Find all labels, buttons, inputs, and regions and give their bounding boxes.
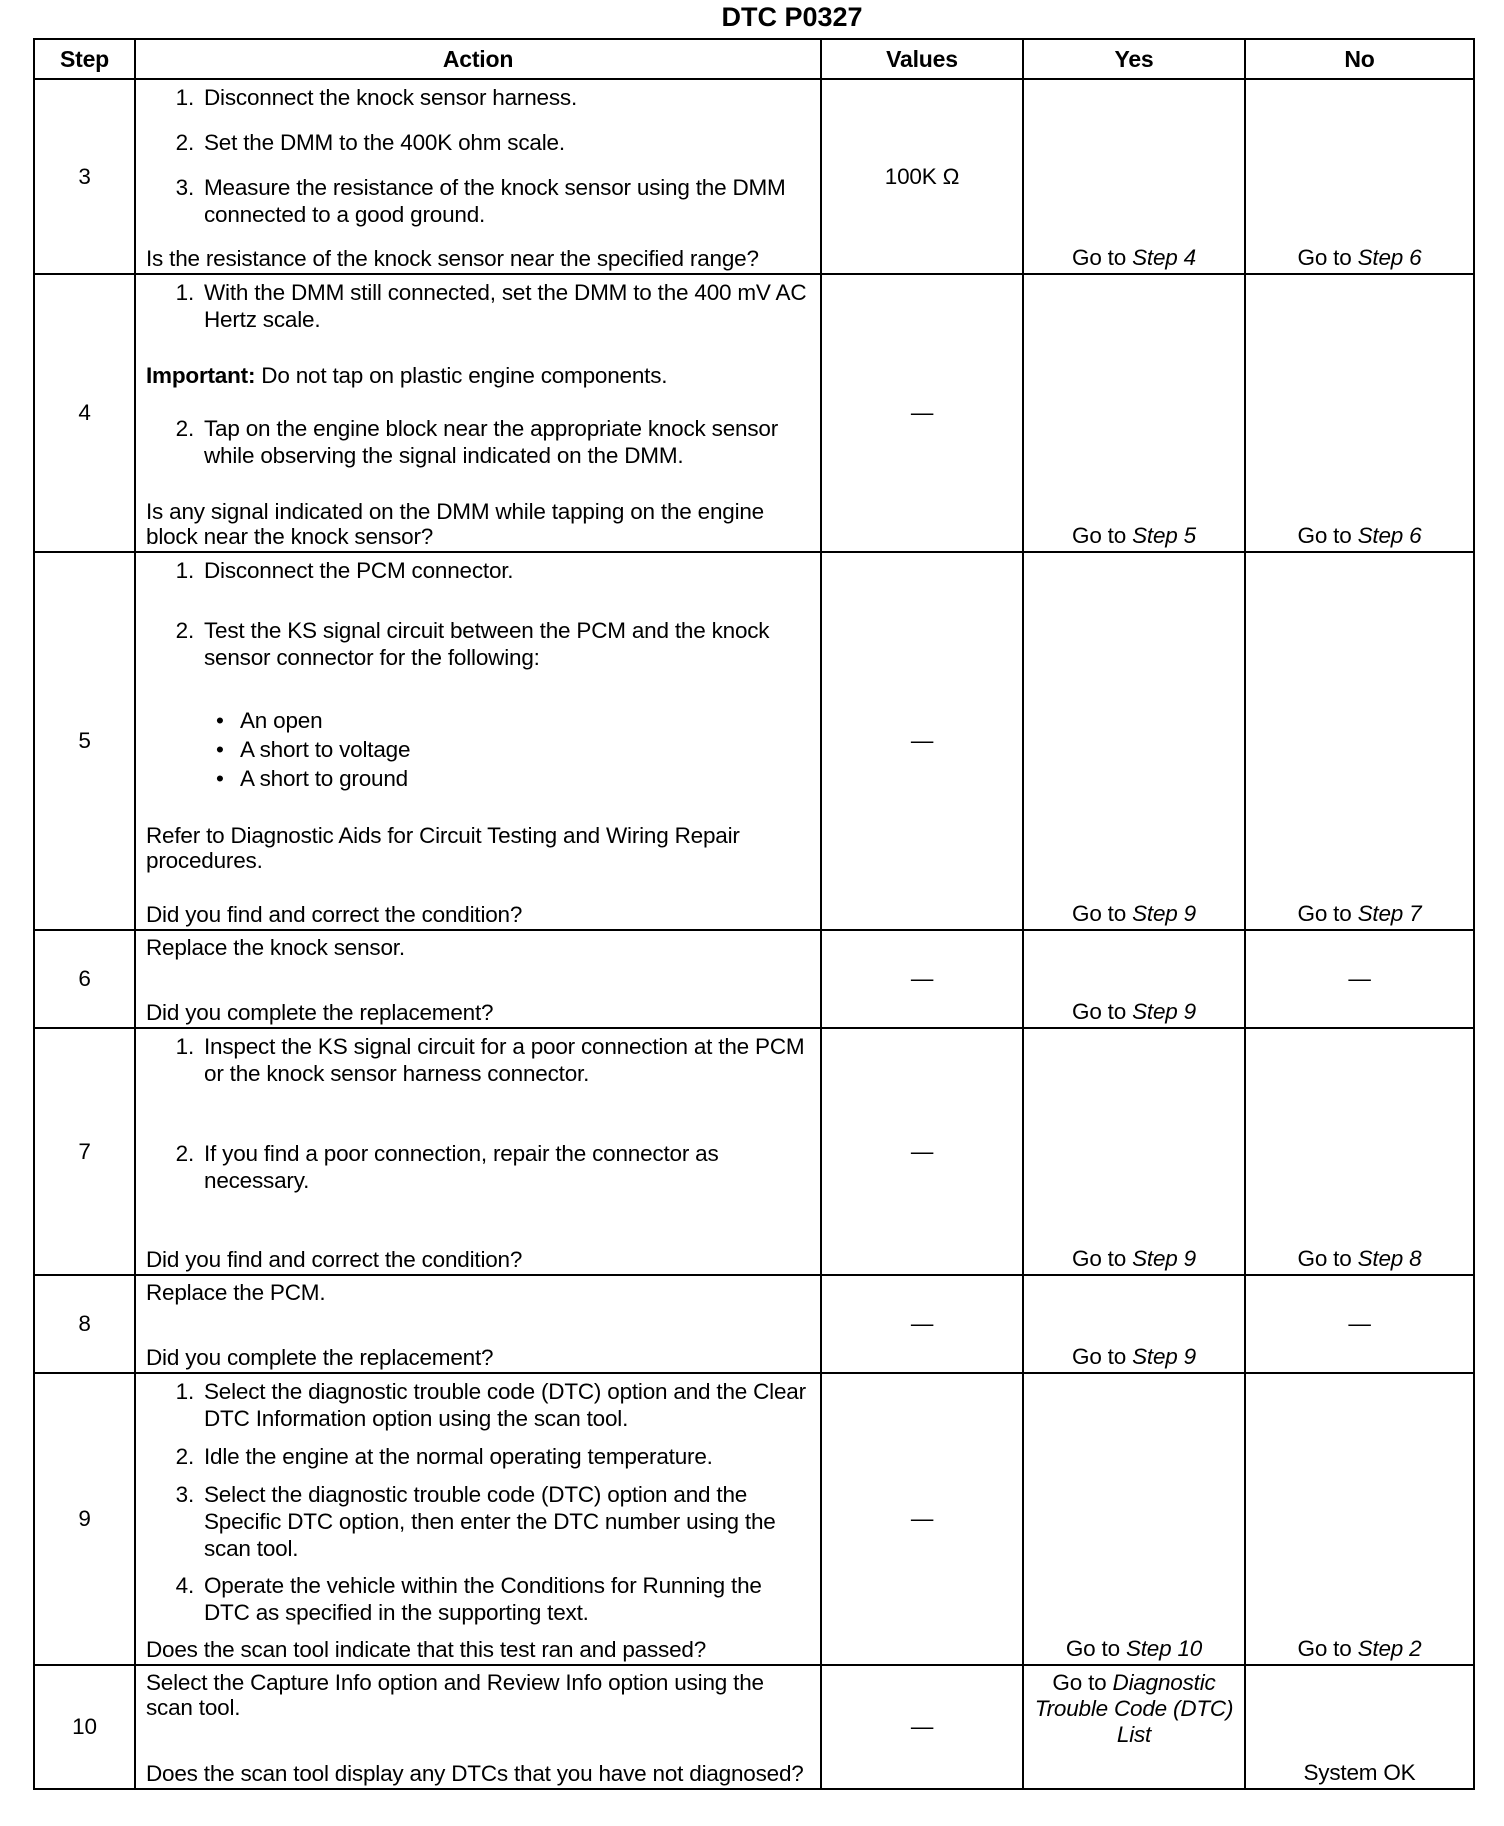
no-result: System OK (1303, 1760, 1416, 1785)
list-item (146, 1033, 812, 1087)
goto-prefix: Go to (1297, 1246, 1358, 1271)
important-text: Do not tap on plastic engine components. (255, 363, 668, 389)
goto-step[interactable]: Step 10 (1125, 1636, 1203, 1661)
yes-goto-link[interactable] (1024, 1636, 1244, 1662)
no-dash: — (1348, 1311, 1371, 1336)
bullet-item (216, 765, 812, 792)
goto-step[interactable]: Step 9 (1132, 999, 1196, 1024)
action-text: Replace the PCM. (146, 1280, 326, 1305)
yes-goto-link[interactable] (1024, 1666, 1244, 1748)
action-text: Refer to Diagnostic Aids for Circuit Testing and Wiring Repair procedures. (146, 822, 740, 873)
list-number: 3. (175, 1481, 194, 1507)
yes-goto-link[interactable] (1024, 523, 1244, 549)
no-cell (1245, 1028, 1474, 1275)
action-cell (135, 1665, 821, 1789)
table-row (34, 274, 1474, 552)
action-cell (135, 1373, 821, 1665)
bullet-icon: • (216, 765, 224, 791)
action-text: Is the resistance of the knock sensor near the specified range? (146, 246, 759, 271)
goto-prefix: Go to (1072, 1246, 1133, 1271)
list-item (146, 279, 812, 333)
action-cell (135, 1275, 821, 1373)
goto-prefix: Go to (1072, 1344, 1133, 1369)
list-item (146, 1378, 812, 1432)
action-cell (135, 552, 821, 930)
action-content (146, 557, 812, 927)
action-text: Is any signal indicated on the DMM while tapping on the engine block near the knock sensor? (146, 498, 764, 549)
table-row (34, 1665, 1474, 1789)
list-text: Select the diagnostic trouble code (DTC) option and the Clear DTC Information option using the scan tool. (204, 1379, 806, 1431)
list-number: 1. (175, 1379, 194, 1404)
goto-step[interactable]: Step 2 (1357, 1636, 1422, 1661)
action-cell (135, 1028, 821, 1275)
table-row (34, 79, 1474, 274)
list-item (146, 1572, 812, 1626)
yes-cell (1023, 1665, 1245, 1789)
list-text: Set the DMM to the 400K ohm scale. (204, 130, 565, 155)
yes-goto-link[interactable] (1024, 901, 1244, 927)
action-content (146, 1378, 812, 1662)
yes-cell (1023, 1373, 1245, 1665)
no-goto-link[interactable] (1246, 1246, 1473, 1272)
no-goto-link[interactable] (1246, 245, 1473, 271)
no-goto-link[interactable] (1246, 1636, 1473, 1662)
goto-step[interactable]: Step 7 (1357, 901, 1422, 926)
yes-cell (1023, 552, 1245, 930)
yes-cell (1023, 1028, 1245, 1275)
goto-step[interactable]: Step 9 (1132, 901, 1196, 926)
list-item (146, 557, 812, 584)
goto-prefix: Go to (1297, 245, 1358, 270)
list-number: 1. (175, 85, 194, 110)
important-note (146, 363, 812, 388)
yes-goto-link[interactable] (1024, 245, 1244, 271)
action-text: Did you complete the replacement? (146, 1000, 494, 1025)
yes-goto-link[interactable] (1024, 999, 1244, 1025)
bullet-text: An open (240, 707, 323, 733)
step-number: 6 (34, 930, 135, 1028)
list-item (146, 1443, 812, 1470)
value-cell: — (821, 1665, 1023, 1789)
no-cell (1245, 552, 1474, 930)
list-item (146, 1140, 812, 1194)
goto-step[interactable]: Step 5 (1132, 523, 1196, 548)
goto-prefix: Go to (1297, 901, 1358, 926)
bullet-icon: • (216, 707, 224, 733)
bullet-icon: • (216, 736, 224, 762)
list-number: 2. (175, 130, 194, 155)
action-content (146, 279, 812, 549)
action-cell (135, 274, 821, 552)
goto-prefix: Go to (1065, 1636, 1126, 1661)
table-row (34, 1275, 1474, 1373)
value-cell: — (821, 1028, 1023, 1275)
no-cell (1245, 79, 1474, 274)
goto-step[interactable]: Diagnostic Trouble Code (DTC) List (1034, 1670, 1234, 1747)
list-number: 2. (175, 1443, 194, 1469)
list-number: 1. (175, 558, 194, 583)
list-text: Idle the engine at the normal operating temperature. (204, 1443, 713, 1469)
page-title: DTC P0327 (721, 2, 863, 32)
list-number: 4. (175, 1573, 194, 1599)
no-cell (1245, 930, 1474, 1028)
yes-goto-link[interactable] (1024, 1246, 1244, 1272)
list-item (146, 174, 812, 228)
goto-prefix: Go to (1297, 1636, 1358, 1661)
no-cell (1245, 274, 1474, 552)
bullet-text: A short to voltage (240, 736, 411, 762)
table-row (34, 552, 1474, 930)
list-text: Tap on the engine block near the appropriate knock sensor while observing the signal indicated on the DMM. (204, 415, 778, 468)
step-number: 5 (34, 552, 135, 930)
action-text: Did you find and correct the condition? (146, 902, 523, 927)
goto-step[interactable]: Step 6 (1357, 245, 1422, 270)
action-content (146, 1670, 812, 1786)
list-item (146, 617, 812, 671)
action-cell (135, 930, 821, 1028)
action-cell (135, 79, 821, 274)
table-row (34, 930, 1474, 1028)
no-goto-link[interactable] (1246, 901, 1473, 927)
table-row (34, 1373, 1474, 1665)
no-cell (1245, 1373, 1474, 1665)
list-text: Measure the resistance of the knock sensor using the DMM connected to a good ground. (204, 175, 786, 227)
bullet-text: A short to ground (240, 765, 408, 791)
list-text: Test the KS signal circuit between the PCM and the knock sensor connector for the following: (204, 618, 770, 671)
action-text: Does the scan tool display any DTCs that you have not diagnosed? (146, 1761, 804, 1786)
list-item (146, 415, 812, 469)
goto-prefix: Go to (1297, 523, 1358, 548)
action-content (146, 1033, 812, 1272)
step-number: 4 (34, 274, 135, 552)
value-cell: — (821, 1373, 1023, 1665)
list-text: Disconnect the PCM connector. (204, 558, 514, 583)
list-number: 2. (175, 618, 194, 644)
value-cell: — (821, 552, 1023, 930)
header-action: Action (135, 39, 821, 79)
no-dash: — (1348, 966, 1371, 991)
action-content (146, 1280, 812, 1370)
goto-step[interactable]: Step 8 (1357, 1246, 1422, 1271)
header-yes: Yes (1023, 39, 1245, 79)
no-goto-link[interactable] (1246, 523, 1473, 549)
goto-prefix: Go to (1052, 1670, 1113, 1695)
action-content (146, 84, 812, 271)
list-text: With the DMM still connected, set the DMM to the 400 mV AC Hertz scale. (204, 280, 807, 332)
step-number: 3 (34, 79, 135, 274)
yes-cell (1023, 79, 1245, 274)
list-number: 2. (175, 415, 194, 441)
list-text: Select the diagnostic trouble code (DTC) option and the Specific DTC option, then enter the DTC number using the scan tool. (204, 1481, 776, 1561)
goto-prefix: Go to (1072, 901, 1133, 926)
goto-prefix: Go to (1072, 245, 1133, 270)
goto-step[interactable]: Step 6 (1357, 523, 1422, 548)
list-item (146, 129, 812, 156)
step-number: 8 (34, 1275, 135, 1373)
action-content (146, 935, 812, 1025)
yes-cell (1023, 1275, 1245, 1373)
list-number: 1. (175, 280, 194, 305)
list-item (146, 84, 812, 111)
goto-prefix: Go to (1072, 523, 1133, 548)
list-item (146, 1481, 812, 1562)
important-label: Important: (146, 363, 256, 389)
header-step: Step (34, 39, 135, 79)
action-text: Replace the knock sensor. (146, 935, 405, 960)
step-number: 10 (34, 1665, 135, 1789)
bullet-list (146, 705, 812, 794)
list-number: 2. (175, 1141, 194, 1166)
action-text: Does the scan tool indicate that this test ran and passed? (146, 1637, 707, 1662)
step-number: 7 (34, 1028, 135, 1275)
goto-prefix: Go to (1072, 999, 1133, 1024)
yes-cell (1023, 274, 1245, 552)
bullet-item (216, 707, 812, 734)
bullet-item (216, 736, 812, 763)
value-cell: 100K Ω (821, 79, 1023, 274)
header-row (34, 39, 1474, 79)
list-number: 1. (175, 1034, 194, 1059)
diagnostic-table (33, 38, 1475, 1790)
action-text: Select the Capture Info option and Review Info option using the scan tool. (146, 1670, 764, 1720)
table-row (34, 1028, 1474, 1275)
no-cell (1245, 1275, 1474, 1373)
value-cell: — (821, 930, 1023, 1028)
goto-step[interactable]: Step 4 (1132, 245, 1196, 270)
goto-step[interactable]: Step 9 (1132, 1344, 1196, 1369)
step-number: 9 (34, 1373, 135, 1665)
value-cell: — (821, 274, 1023, 552)
value-cell: — (821, 1275, 1023, 1373)
list-text: Inspect the KS signal circuit for a poor connection at the PCM or the knock sensor harness connector. (204, 1034, 805, 1086)
list-text: If you find a poor connection, repair the connector as necessary. (204, 1141, 719, 1193)
list-number: 3. (175, 175, 194, 200)
list-text: Operate the vehicle within the Conditions for Running the DTC as specified in the supporting text. (204, 1573, 762, 1626)
list-text: Disconnect the knock sensor harness. (204, 85, 577, 110)
action-text: Did you complete the replacement? (146, 1345, 494, 1370)
action-text: Did you find and correct the condition? (146, 1247, 523, 1272)
header-values: Values (821, 39, 1023, 79)
header-no: No (1245, 39, 1474, 79)
goto-step[interactable]: Step 9 (1132, 1246, 1196, 1271)
yes-goto-link[interactable] (1024, 1344, 1244, 1370)
no-cell (1245, 1665, 1474, 1789)
yes-cell (1023, 930, 1245, 1028)
